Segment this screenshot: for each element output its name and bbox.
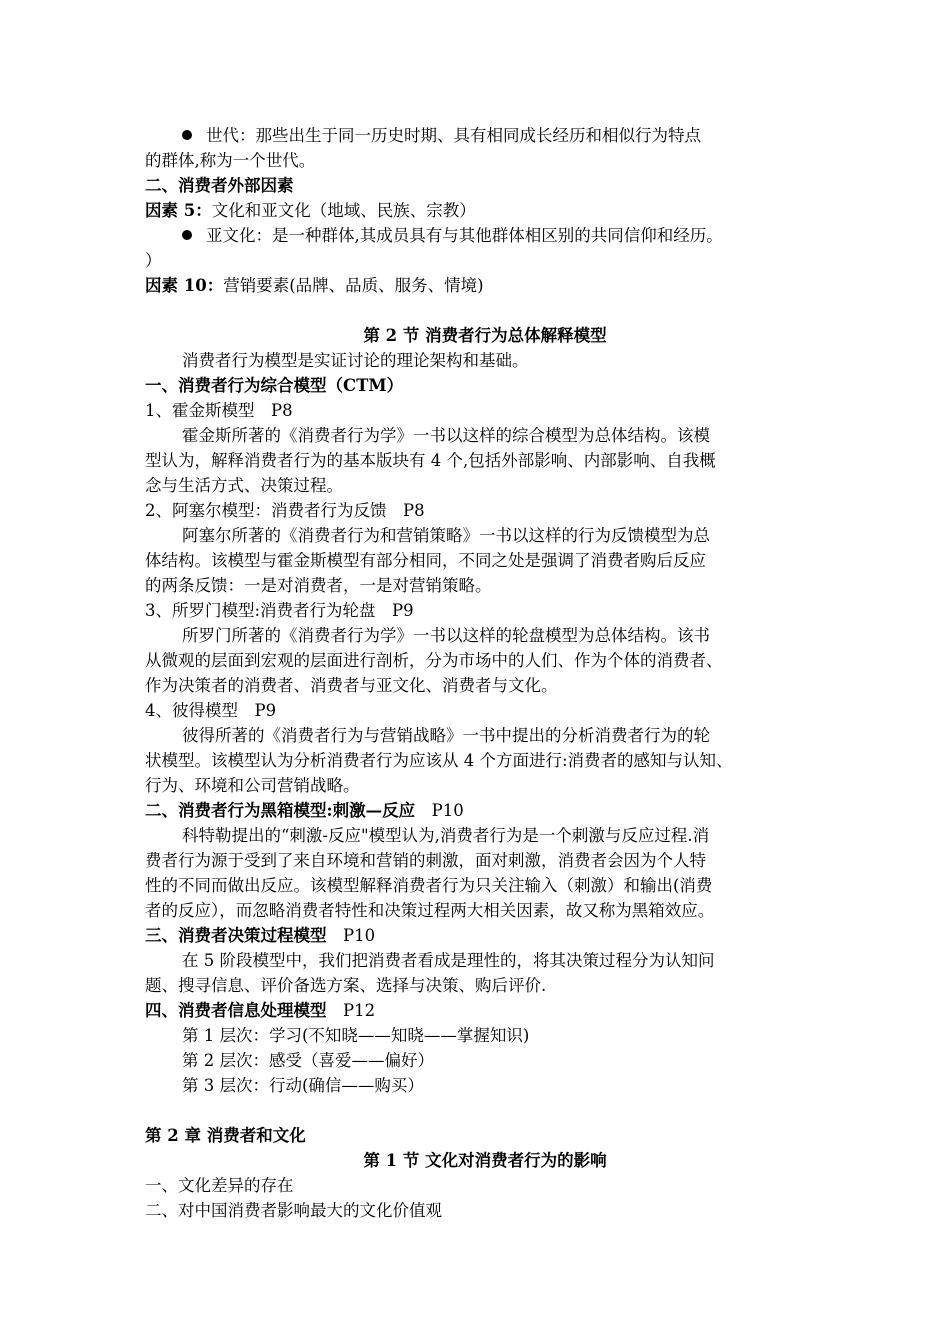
text-line: 的两条反馈：一是对消费者，一是对营销策略。 bbox=[145, 576, 492, 595]
text-line: 在 5 阶段模型中，我们把消费者看成是理性的，将其决策过程分为认知问 bbox=[182, 951, 715, 970]
page-ref: P12 bbox=[326, 1001, 376, 1020]
factor-label: 因素 5： bbox=[145, 201, 212, 220]
text-line: 型认为，解释消费者行为的基本版块有 4 个,包括外部影响、内部影响、自我概 bbox=[145, 451, 716, 470]
bullet-paragraph-subculture bbox=[145, 223, 825, 248]
section-heading: 一、消费者行为综合模型（CTM） bbox=[145, 376, 404, 395]
document-page bbox=[145, 123, 825, 1223]
subheading: 1、霍金斯模型 P8 bbox=[145, 401, 293, 420]
text-line: 亚文化：是一种群体,其成员具有与其他群体相区别的共同信仰和经历。 bbox=[206, 226, 723, 245]
text-line: 科特勒提出的“刺激-反应"模型认为,消费者行为是一个刺激与反应过程.消 bbox=[182, 826, 710, 845]
factor-line bbox=[145, 198, 825, 223]
section-heading: 四、消费者信息处理模型 bbox=[145, 1001, 327, 1020]
section-heading-line bbox=[145, 923, 825, 948]
section-title: 第 2 节 消费者行为总体解释模型 bbox=[363, 326, 607, 345]
section-heading-line bbox=[145, 798, 825, 823]
text-line: 第 2 层次：感受（喜爱——偏好） bbox=[182, 1051, 434, 1070]
text-line: 题、搜寻信息、评价备选方案、选择与决策、购后评价. bbox=[145, 976, 547, 995]
subheading: 2、阿塞尔模型：消费者行为反馈 P8 bbox=[145, 501, 425, 520]
section-heading: 三、消费者决策过程模型 bbox=[145, 926, 327, 945]
factor-text: 营销要素(品牌、品质、服务、情境) bbox=[223, 276, 484, 295]
text-line: 费者行为源于受到了来自环境和营销的刺激，面对刺激，消费者会因为个人特 bbox=[145, 851, 706, 870]
bullet-paragraph-generation bbox=[145, 123, 825, 148]
page-ref: P10 bbox=[326, 926, 376, 945]
text-line: 状模型。该模型认为分析消费者行为应该从 4 个方面进行:消费者的感知与认知、 bbox=[145, 751, 733, 770]
text-line: 彼得所著的《消费者行为与营销战略》一书中提出的分析消费者行为的轮 bbox=[182, 726, 710, 745]
bullet-icon bbox=[182, 230, 192, 240]
section-title: 第 1 节 文化对消费者行为的影响 bbox=[363, 1151, 607, 1170]
factor-label: 因素 10： bbox=[145, 276, 224, 295]
text-line: 所罗门所著的《消费者行为学》一书以这样的轮盘模型为总体结构。该书 bbox=[182, 626, 710, 645]
text-line: 从微观的层面到宏观的层面进行剖析，分为市场中的人们、作为个体的消费者、 bbox=[145, 651, 723, 670]
text-line: 二、对中国消费者影响最大的文化价值观 bbox=[145, 1201, 442, 1220]
factor-text: 文化和亚文化（地域、民族、宗教） bbox=[211, 201, 476, 220]
text-line: 者的反应），而忽略消费者特性和决策过程两大相关因素，故又称为黑箱效应。 bbox=[145, 901, 715, 920]
section-heading-line bbox=[145, 998, 825, 1023]
text-line: 第 3 层次：行动(确信——购买） bbox=[182, 1076, 424, 1095]
subheading: 3、所罗门模型:消费者行为轮盘 P9 bbox=[145, 601, 414, 620]
text-line: 一、文化差异的存在 bbox=[145, 1176, 294, 1195]
text-line: 行为、环境和公司营销战略。 bbox=[145, 776, 360, 795]
text-line: 消费者行为模型是实证讨论的理论架构和基础。 bbox=[182, 351, 529, 370]
factor-line bbox=[145, 273, 825, 298]
text-line: 霍金斯所著的《消费者行为学》一书以这样的综合模型为总体结构。该模 bbox=[182, 426, 710, 445]
text-line: 体结构。该模型与霍金斯模型有部分相同，不同之处是强调了消费者购后反应 bbox=[145, 551, 706, 570]
text-line: 第 1 层次：学习(不知晓——知晓——掌握知识) bbox=[182, 1026, 530, 1045]
section-heading: 二、消费者外部因素 bbox=[145, 176, 294, 195]
chapter-title: 第 2 章 消费者和文化 bbox=[145, 1126, 306, 1145]
text-line: ） bbox=[145, 251, 162, 270]
text-line: 世代：那些出生于同一历史时期、具有相同成长经历和相似行为特点 bbox=[206, 126, 701, 145]
page-ref: P10 bbox=[415, 801, 464, 820]
text-line: 念与生活方式、决策过程。 bbox=[145, 476, 343, 495]
text-line: 性的不同而做出反应。该模型解释消费者行为只关注输入（刺激）和输出(消费 bbox=[145, 876, 713, 895]
spacer bbox=[145, 298, 825, 323]
text-line: 阿塞尔所著的《消费者行为和营销策略》一书以这样的行为反馈模型为总 bbox=[182, 526, 710, 545]
spacer bbox=[145, 1098, 825, 1123]
section-heading: 二、消费者行为黑箱模型:刺激—反应 bbox=[145, 801, 416, 820]
text-line: 的群体,称为一个世代。 bbox=[145, 151, 316, 170]
text-line: 作为决策者的消费者、消费者与亚文化、消费者与文化。 bbox=[145, 676, 558, 695]
subheading: 4、彼得模型 P9 bbox=[145, 701, 277, 720]
bullet-icon bbox=[182, 130, 192, 140]
